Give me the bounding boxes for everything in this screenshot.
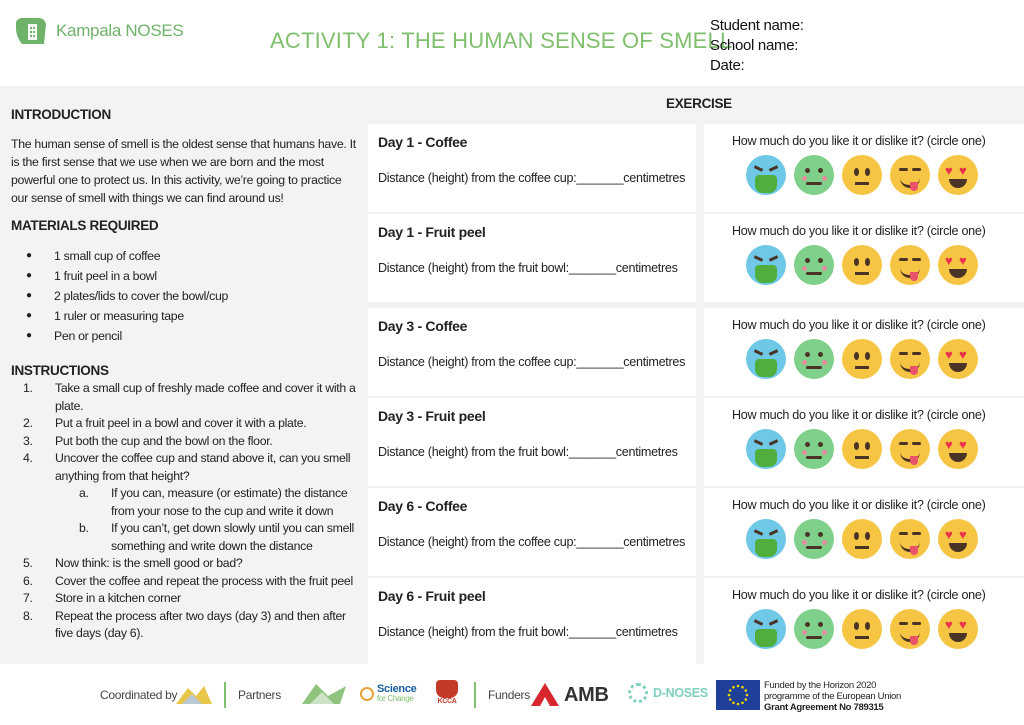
- face-feature: [806, 456, 822, 459]
- materials-list: [26, 246, 228, 346]
- face-feature: [818, 442, 823, 447]
- step-text: Store in a kitchen corner: [55, 591, 181, 605]
- face-feature: [865, 442, 870, 450]
- introduction-text: The human sense of smell is the oldest sense that humans have. It is the first sense that we use when we are born and the most powerful one to protect us. In this activity, we’re going to practice our sense of smell with things we can find around us!: [11, 137, 356, 205]
- materials-item-label: 1 fruit peel in a bowl: [54, 269, 157, 283]
- face-feature: [769, 619, 778, 626]
- face-feature: [910, 546, 918, 555]
- face-feature: [802, 176, 807, 181]
- nauseated-face-icon[interactable]: [794, 609, 834, 649]
- logo-text: Kampala NOSES: [56, 21, 184, 40]
- face-feature: [806, 182, 822, 185]
- face-feature: [949, 179, 967, 188]
- introduction-heading: INTRODUCTION: [11, 107, 111, 122]
- face-feature: [805, 168, 810, 173]
- instruction-step: [11, 380, 361, 415]
- day-entry-cell: [368, 488, 696, 576]
- face-rating-options: [746, 245, 978, 285]
- face-rating-options: [746, 609, 978, 649]
- vomiting-face-icon[interactable]: [746, 155, 786, 195]
- face-feature: [865, 532, 870, 540]
- face-feature: [949, 269, 967, 278]
- nauseated-face-icon[interactable]: [794, 155, 834, 195]
- step-number: 7.: [23, 591, 33, 605]
- dnoses-mark-icon: [628, 683, 648, 703]
- nauseated-face-icon[interactable]: [794, 245, 834, 285]
- coordinated-by-label: Coordinated by: [100, 688, 178, 702]
- rating-cell: [704, 124, 1024, 212]
- day-title: Day 3 - Coffee: [378, 318, 468, 334]
- face-feature: [912, 532, 921, 535]
- step-text: Put both the cup and the bowl on the floor.: [55, 433, 273, 448]
- instruction-step: [11, 433, 361, 451]
- day-entry-cell: [368, 308, 696, 396]
- face-feature: [854, 442, 859, 450]
- step-number: 3.: [23, 433, 33, 448]
- face-feature: [949, 363, 967, 372]
- eu-star: [737, 703, 740, 706]
- face-feature: [755, 359, 777, 377]
- eu-funding-text: [764, 680, 901, 713]
- science-text: Science: [377, 683, 417, 695]
- nauseated-face-icon[interactable]: [794, 339, 834, 379]
- heart-eyes-face-icon[interactable]: [938, 155, 978, 195]
- face-feature: [899, 168, 908, 171]
- face-feature: ♥: [959, 527, 967, 542]
- amb-mark-icon: [530, 682, 560, 708]
- face-feature: [806, 636, 822, 639]
- day-title: Day 6 - Coffee: [378, 498, 468, 514]
- materials-item-label: 2 plates/lids to cover the bowl/cup: [54, 289, 229, 303]
- eu-star: [741, 686, 744, 689]
- exercise-header: [366, 86, 1024, 122]
- step-number: 1.: [23, 381, 33, 395]
- face-feature: [822, 540, 827, 545]
- day-entry-cell: [368, 398, 696, 486]
- partner-logo-mapping: [300, 680, 348, 711]
- face-feature: [822, 176, 827, 181]
- rating-cell: [704, 308, 1024, 396]
- face-feature: [818, 258, 823, 263]
- face-feature: [822, 266, 827, 271]
- step-number: 8.: [23, 608, 33, 623]
- distance-field[interactable]: Distance (height) from the fruit bowl:_______centimetres: [378, 445, 678, 459]
- step-text: If you can, measure (or estimate) the distance from your nose to the cup and write it down: [111, 486, 348, 518]
- instruction-substep: [11, 520, 361, 555]
- face-feature: [755, 175, 777, 193]
- face-feature: [854, 168, 859, 176]
- step-number: a.: [79, 486, 89, 500]
- face-feature: [818, 352, 823, 357]
- step-text: Take a small cup of freshly made coffee and cover it with a plate.: [55, 381, 356, 413]
- face-feature: [910, 636, 918, 645]
- neutral-face-icon[interactable]: [842, 429, 882, 469]
- day-title: Day 1 - Fruit peel: [378, 224, 486, 240]
- vomiting-face-icon[interactable]: [746, 429, 786, 469]
- neutral-face-icon[interactable]: [842, 609, 882, 649]
- face-rating-options: [746, 155, 978, 195]
- face-feature: [949, 453, 967, 462]
- materials-item: [26, 306, 228, 326]
- face-feature: [806, 546, 822, 549]
- neutral-face-icon[interactable]: [842, 339, 882, 379]
- face-feature: [754, 165, 763, 172]
- face-feature: [822, 630, 827, 635]
- face-feature: [802, 360, 807, 365]
- step-text: Uncover the coffee cup and stand above it, can you smell anything from that height?: [55, 451, 351, 483]
- face-feature: ♥: [945, 527, 953, 542]
- student-name-label: Student name:: [710, 17, 804, 34]
- materials-item-label: 1 small cup of coffee: [54, 249, 161, 263]
- rating-question: How much do you like it or dislike it? (circle one): [732, 408, 986, 422]
- face-feature: ♥: [959, 253, 967, 268]
- face-feature: ♥: [945, 253, 953, 268]
- bullet-icon: ●: [26, 310, 32, 321]
- step-text: Cover the coffee and repeat the process with the fruit peel: [55, 573, 353, 588]
- eu-star: [729, 698, 732, 701]
- step-number: 2.: [23, 416, 33, 430]
- instructions-panel: [0, 86, 366, 664]
- face-feature: [755, 539, 777, 557]
- day-title: Day 3 - Fruit peel: [378, 408, 486, 424]
- rating-question: How much do you like it or dislike it? (circle one): [732, 588, 986, 602]
- face-feature: [854, 352, 859, 360]
- face-feature: [754, 619, 763, 626]
- face-feature: [818, 532, 823, 537]
- instructions-heading: INSTRUCTIONS: [11, 363, 109, 378]
- distance-field[interactable]: Distance (height) from the coffee cup:_______centimetres: [378, 535, 686, 549]
- face-feature: [855, 456, 869, 459]
- bulb-icon: [360, 687, 374, 701]
- eu-star: [732, 686, 735, 689]
- face-feature: ♥: [959, 347, 967, 362]
- step-number: 4.: [23, 451, 33, 465]
- heart-eyes-face-icon[interactable]: [938, 245, 978, 285]
- eu-line-1: Funded by the Horizon 2020: [764, 680, 877, 691]
- face-feature: [855, 546, 869, 549]
- face-feature: [805, 258, 810, 263]
- face-feature: [912, 168, 921, 171]
- amb-text: AMB: [564, 683, 609, 706]
- face-feature: ♥: [945, 437, 953, 452]
- heart-eyes-face-icon[interactable]: [938, 609, 978, 649]
- kcca-emblem-icon: [436, 680, 458, 698]
- face-feature: [822, 360, 827, 365]
- day-entry-cell: [368, 124, 696, 212]
- footer-separator: [474, 682, 476, 708]
- vomiting-face-icon[interactable]: [746, 339, 786, 379]
- eu-star: [728, 694, 731, 697]
- face-feature: [755, 449, 777, 467]
- face-feature: [755, 265, 777, 283]
- kcca-text: KCCA: [437, 698, 457, 705]
- eu-star: [746, 694, 749, 697]
- bullet-icon: ●: [26, 290, 32, 301]
- face-feature: [949, 633, 967, 642]
- face-feature: ♥: [945, 163, 953, 178]
- exercise-grid: [366, 122, 1024, 664]
- face-feature: [855, 182, 869, 185]
- exercise-heading: EXERCISE: [666, 96, 732, 111]
- face-feature: [910, 272, 918, 281]
- step-text: If you can’t, get down slowly until you can smell something and write down the distance: [111, 521, 354, 553]
- materials-heading: MATERIALS REQUIRED: [11, 218, 159, 233]
- face-feature: [805, 442, 810, 447]
- vomiting-face-icon[interactable]: [746, 609, 786, 649]
- neutral-face-icon[interactable]: [842, 155, 882, 195]
- vomiting-face-icon[interactable]: [746, 519, 786, 559]
- noses-logo-icon: [14, 16, 48, 46]
- face-feature: [769, 439, 778, 446]
- face-feature: [855, 366, 869, 369]
- neutral-face-icon[interactable]: [842, 519, 882, 559]
- date-label: Date:: [710, 57, 745, 74]
- bullet-icon: ●: [26, 330, 32, 341]
- page-title: ACTIVITY 1: THE HUMAN SENSE OF SMELL: [270, 28, 733, 53]
- face-feature: ♥: [945, 347, 953, 362]
- face-feature: [899, 622, 908, 625]
- kampala-noses-logo: [14, 16, 183, 46]
- eu-line-3: Grant Agreement No 789315: [764, 702, 884, 713]
- rating-question: How much do you like it or dislike it? (circle one): [732, 498, 986, 512]
- face-feature: [769, 255, 778, 262]
- heart-eyes-face-icon[interactable]: [938, 339, 978, 379]
- eu-flag-icon: [716, 680, 760, 713]
- eu-star: [744, 689, 747, 692]
- face-feature: [818, 622, 823, 627]
- instruction-step: [11, 590, 361, 608]
- face-feature: [818, 168, 823, 173]
- face-feature: [822, 450, 827, 455]
- face-feature: [854, 258, 859, 266]
- for-change-text: for Change: [377, 694, 414, 703]
- yum-face-icon[interactable]: [890, 519, 930, 559]
- step-text: Repeat the process after two days (day 3) and then after five days (day 6).: [55, 608, 346, 640]
- instruction-step: [11, 450, 361, 485]
- distance-field[interactable]: Distance (height) from the fruit bowl:_______centimetres: [378, 261, 678, 275]
- instruction-step: [11, 608, 361, 643]
- step-number: 6.: [23, 573, 33, 588]
- dnoses-logo: [628, 683, 708, 703]
- face-feature: [802, 630, 807, 635]
- face-feature: [912, 622, 921, 625]
- amb-logo: [530, 682, 609, 708]
- school-name-label: School name:: [710, 37, 799, 54]
- heart-eyes-face-icon[interactable]: [938, 519, 978, 559]
- face-feature: [899, 532, 908, 535]
- face-feature: [949, 543, 967, 552]
- step-number: 5.: [23, 556, 33, 570]
- face-feature: [855, 636, 869, 639]
- science-for-change-logo: [360, 684, 416, 704]
- face-feature: [912, 258, 921, 261]
- face-feature: [899, 258, 908, 261]
- day-title: Day 1 - Coffee: [378, 134, 468, 150]
- face-feature: [854, 622, 859, 630]
- materials-item: [26, 246, 228, 266]
- face-feature: [865, 622, 870, 630]
- rating-cell: [704, 578, 1024, 666]
- dnoses-text: D-NOSES: [653, 686, 708, 700]
- distance-field[interactable]: Distance (height) from the coffee cup:_______centimetres: [378, 355, 686, 369]
- yum-face-icon[interactable]: [890, 609, 930, 649]
- page-header: [0, 0, 1024, 86]
- kcca-logo: [436, 680, 458, 705]
- face-feature: [805, 532, 810, 537]
- step-number: b.: [79, 521, 89, 535]
- materials-item-label: Pen or pencil: [54, 329, 122, 343]
- neutral-face-icon[interactable]: [842, 245, 882, 285]
- nauseated-face-icon[interactable]: [794, 519, 834, 559]
- step-text: Put a fruit peel in a bowl and cover it with a plate.: [55, 416, 307, 430]
- student-info: [710, 16, 804, 76]
- materials-item: [26, 266, 228, 286]
- eu-star: [741, 701, 744, 704]
- face-feature: [769, 165, 778, 172]
- face-feature: [899, 352, 908, 355]
- face-feature: [805, 622, 810, 627]
- materials-item-label: 1 ruler or measuring tape: [54, 309, 184, 323]
- rating-cell: [704, 398, 1024, 486]
- rating-question: How much do you like it or dislike it? (circle one): [732, 134, 986, 148]
- eu-line-2: programme of the European Union: [764, 691, 901, 702]
- vomiting-face-icon[interactable]: [746, 245, 786, 285]
- eu-star: [732, 701, 735, 704]
- face-feature: [806, 366, 822, 369]
- partners-label: Partners: [238, 688, 281, 702]
- face-feature: [912, 352, 921, 355]
- heart-eyes-face-icon[interactable]: [938, 429, 978, 469]
- face-feature: [806, 272, 822, 275]
- day-entry-cell: [368, 578, 696, 666]
- face-feature: [865, 258, 870, 266]
- materials-item: [26, 326, 228, 346]
- step-text: Now think: is the smell good or bad?: [55, 556, 243, 570]
- day-title: Day 6 - Fruit peel: [378, 588, 486, 604]
- face-feature: [910, 366, 918, 375]
- face-feature: [802, 450, 807, 455]
- eu-star: [729, 689, 732, 692]
- face-rating-options: [746, 519, 978, 559]
- face-feature: [910, 456, 918, 465]
- face-rating-options: [746, 339, 978, 379]
- face-feature: [769, 349, 778, 356]
- face-feature: [854, 532, 859, 540]
- face-feature: [855, 272, 869, 275]
- face-feature: [912, 442, 921, 445]
- distance-field[interactable]: Distance (height) from the fruit bowl:_______centimetres: [378, 625, 678, 639]
- day-entry-cell: [368, 214, 696, 302]
- face-feature: [754, 255, 763, 262]
- face-feature: [865, 352, 870, 360]
- yum-face-icon[interactable]: [890, 429, 930, 469]
- rating-cell: [704, 488, 1024, 576]
- face-feature: ♥: [959, 617, 967, 632]
- nauseated-face-icon[interactable]: [794, 429, 834, 469]
- materials-item: [26, 286, 228, 306]
- face-feature: [802, 540, 807, 545]
- face-feature: [865, 168, 870, 176]
- yum-face-icon[interactable]: [890, 245, 930, 285]
- rating-cell: [704, 214, 1024, 302]
- face-feature: [755, 629, 777, 647]
- eu-star: [737, 685, 740, 688]
- instruction-step: [11, 573, 361, 591]
- face-feature: [754, 529, 763, 536]
- face-rating-options: [746, 429, 978, 469]
- face-feature: ♥: [959, 437, 967, 452]
- coordinator-logo: [174, 682, 214, 711]
- yum-face-icon[interactable]: [890, 155, 930, 195]
- bullet-icon: ●: [26, 250, 32, 261]
- face-feature: [802, 266, 807, 271]
- yum-face-icon[interactable]: [890, 339, 930, 379]
- face-feature: [754, 349, 763, 356]
- rating-question: How much do you like it or dislike it? (circle one): [732, 224, 986, 238]
- bullet-icon: ●: [26, 270, 32, 281]
- rating-question: How much do you like it or dislike it? (circle one): [732, 318, 986, 332]
- face-feature: [899, 442, 908, 445]
- face-feature: ♥: [959, 163, 967, 178]
- eu-star: [744, 698, 747, 701]
- instruction-step: [11, 555, 361, 573]
- page-footer: [0, 664, 1024, 725]
- face-feature: [805, 352, 810, 357]
- instruction-substep: [11, 485, 361, 520]
- face-feature: [754, 439, 763, 446]
- footer-separator: [224, 682, 226, 708]
- face-feature: [910, 182, 918, 191]
- instruction-step: [11, 415, 361, 433]
- funders-label: Funders: [488, 688, 530, 702]
- face-feature: ♥: [945, 617, 953, 632]
- distance-field[interactable]: Distance (height) from the coffee cup:_______centimetres: [378, 171, 686, 185]
- instructions-list: [11, 380, 361, 643]
- face-feature: [769, 529, 778, 536]
